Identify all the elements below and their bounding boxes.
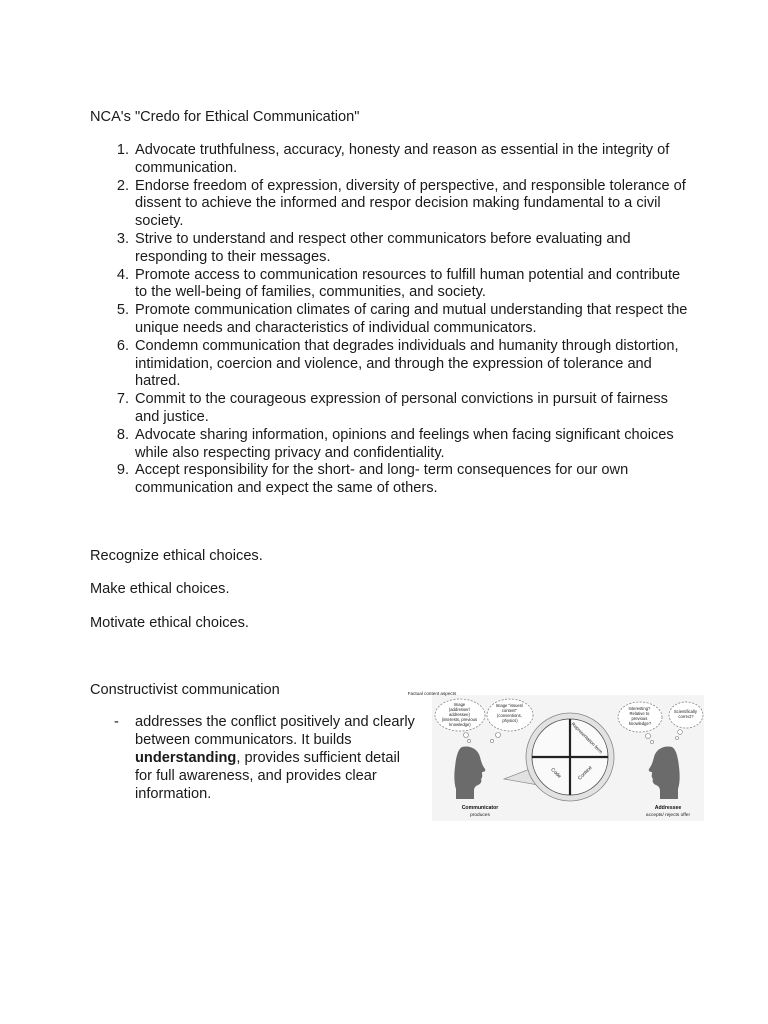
list-item bbox=[90, 338, 690, 391]
make-ethical-line: Make ethical choices. bbox=[90, 581, 230, 597]
left-bubble-1-line: Image bbox=[453, 702, 466, 707]
svg-text:Interesting? Relative to bbox=[628, 706, 651, 726]
page-title: NCA's "Credo for Ethical Communication" bbox=[90, 109, 360, 125]
list-item bbox=[90, 391, 690, 427]
constructivist-bullet bbox=[90, 713, 420, 803]
list-item bbox=[90, 462, 690, 498]
item-text: Promote access to communication resources to fulfill human potential and contribute to the well-being of families, communities, and society. bbox=[135, 266, 681, 301]
item-number: 1. bbox=[116, 142, 129, 158]
right-bubble-2-line: Scientifically bbox=[673, 709, 697, 714]
quadrant-label: Context bbox=[577, 765, 594, 782]
item-number: 5. bbox=[116, 302, 129, 319]
bullet-text-before: addresses the conflict positively and clearly between communicators. It builds bbox=[135, 714, 415, 748]
recognize-ethical-line: Recognize ethical choices. bbox=[90, 548, 263, 564]
communication-diagram bbox=[407, 691, 704, 821]
item-text: Advocate sharing information, opinions and feelings when facing significant choices while also respecting privacy and confidentiality. bbox=[135, 426, 674, 461]
item-text: Condemn communication that degrades individuals and humanity through distortion, intimidation, coercion and violence, and through the expression of tolerance and hatred. bbox=[135, 337, 679, 390]
item-number: 3. bbox=[116, 230, 129, 247]
right-bubble-1-line: Relative to bbox=[629, 711, 650, 716]
left-bubble-1-line: addressee) bbox=[448, 712, 470, 717]
bullet-bold-term: understanding bbox=[135, 750, 237, 766]
item-number: 9. bbox=[116, 462, 129, 479]
left-bubble-1-line: (addresser/ bbox=[448, 707, 471, 712]
addressee-label: Addressee bbox=[654, 805, 682, 811]
credo-list bbox=[90, 142, 690, 498]
addressee-sub: accepts/ rejects offer bbox=[645, 813, 691, 818]
right-bubble-1-line: previous bbox=[631, 716, 648, 721]
bullet-text bbox=[135, 713, 420, 803]
item-text: Advocate truthfulness, accuracy, honesty and reason as essential in the integrity of communication. bbox=[135, 142, 670, 176]
item-text: Promote communication climates of caring and mutual understanding that respect the unique needs and characteristics of individual communicators. bbox=[135, 302, 688, 336]
left-bubble-1-line: (interests, previous bbox=[441, 717, 478, 722]
list-item bbox=[90, 427, 690, 463]
item-number: 4. bbox=[116, 266, 129, 283]
item-text: Accept responsibility for the short- and long- term consequences for our own communication and expect the same of others. bbox=[135, 462, 629, 497]
list-item bbox=[90, 142, 690, 178]
list-item bbox=[90, 231, 690, 267]
section-heading: Constructivist communication bbox=[90, 682, 280, 698]
left-bubble-1-line: knowledge) bbox=[449, 722, 471, 727]
item-text: Endorse freedom of expression, diversity of perspective, and responsible tolerance of dissent to achieve the informed and respor decision making fundamental to a civil society. bbox=[135, 177, 686, 230]
left-bubble-2-line: (conventions, bbox=[496, 713, 522, 718]
communicator-sub: produces bbox=[470, 813, 490, 818]
list-item bbox=[90, 267, 690, 303]
item-text: Commit to the courageous expression of personal convictions in pursuit of fairness and justice. bbox=[135, 391, 668, 425]
right-bubble-1-line: Interesting? bbox=[628, 706, 651, 711]
left-bubble-2-line: Image "issues/ bbox=[495, 703, 524, 708]
bullet-dash: - bbox=[114, 714, 119, 730]
right-bubble-1-line: knowledge? bbox=[628, 721, 652, 726]
svg-text:Factual content aspects bbox=[408, 691, 457, 696]
right-bubble-2-line: correct? bbox=[678, 714, 694, 719]
motivate-ethical-line: Motivate ethical choices. bbox=[90, 615, 249, 631]
left-bubble-2-line: content" bbox=[501, 708, 518, 713]
item-number: 6. bbox=[116, 337, 129, 354]
item-number: 2. bbox=[116, 177, 129, 194]
left-bubble-2-line: physics) bbox=[502, 718, 518, 723]
bullet-text-after: , provides sufficient detail for full awareness, and provides clear information. bbox=[135, 750, 400, 802]
quadrant-label: Factual content aspects bbox=[407, 691, 457, 696]
item-number: 7. bbox=[116, 391, 129, 408]
item-number: 8. bbox=[116, 426, 129, 443]
list-item bbox=[90, 302, 690, 338]
communicator-label: Communicator bbox=[461, 805, 499, 811]
quadrant-label: Code bbox=[549, 766, 563, 780]
quadrant-label: Representation form bbox=[570, 721, 604, 755]
item-text: Strive to understand and respect other communicators before evaluating and responding to their messages. bbox=[135, 230, 631, 265]
list-item bbox=[90, 178, 690, 231]
